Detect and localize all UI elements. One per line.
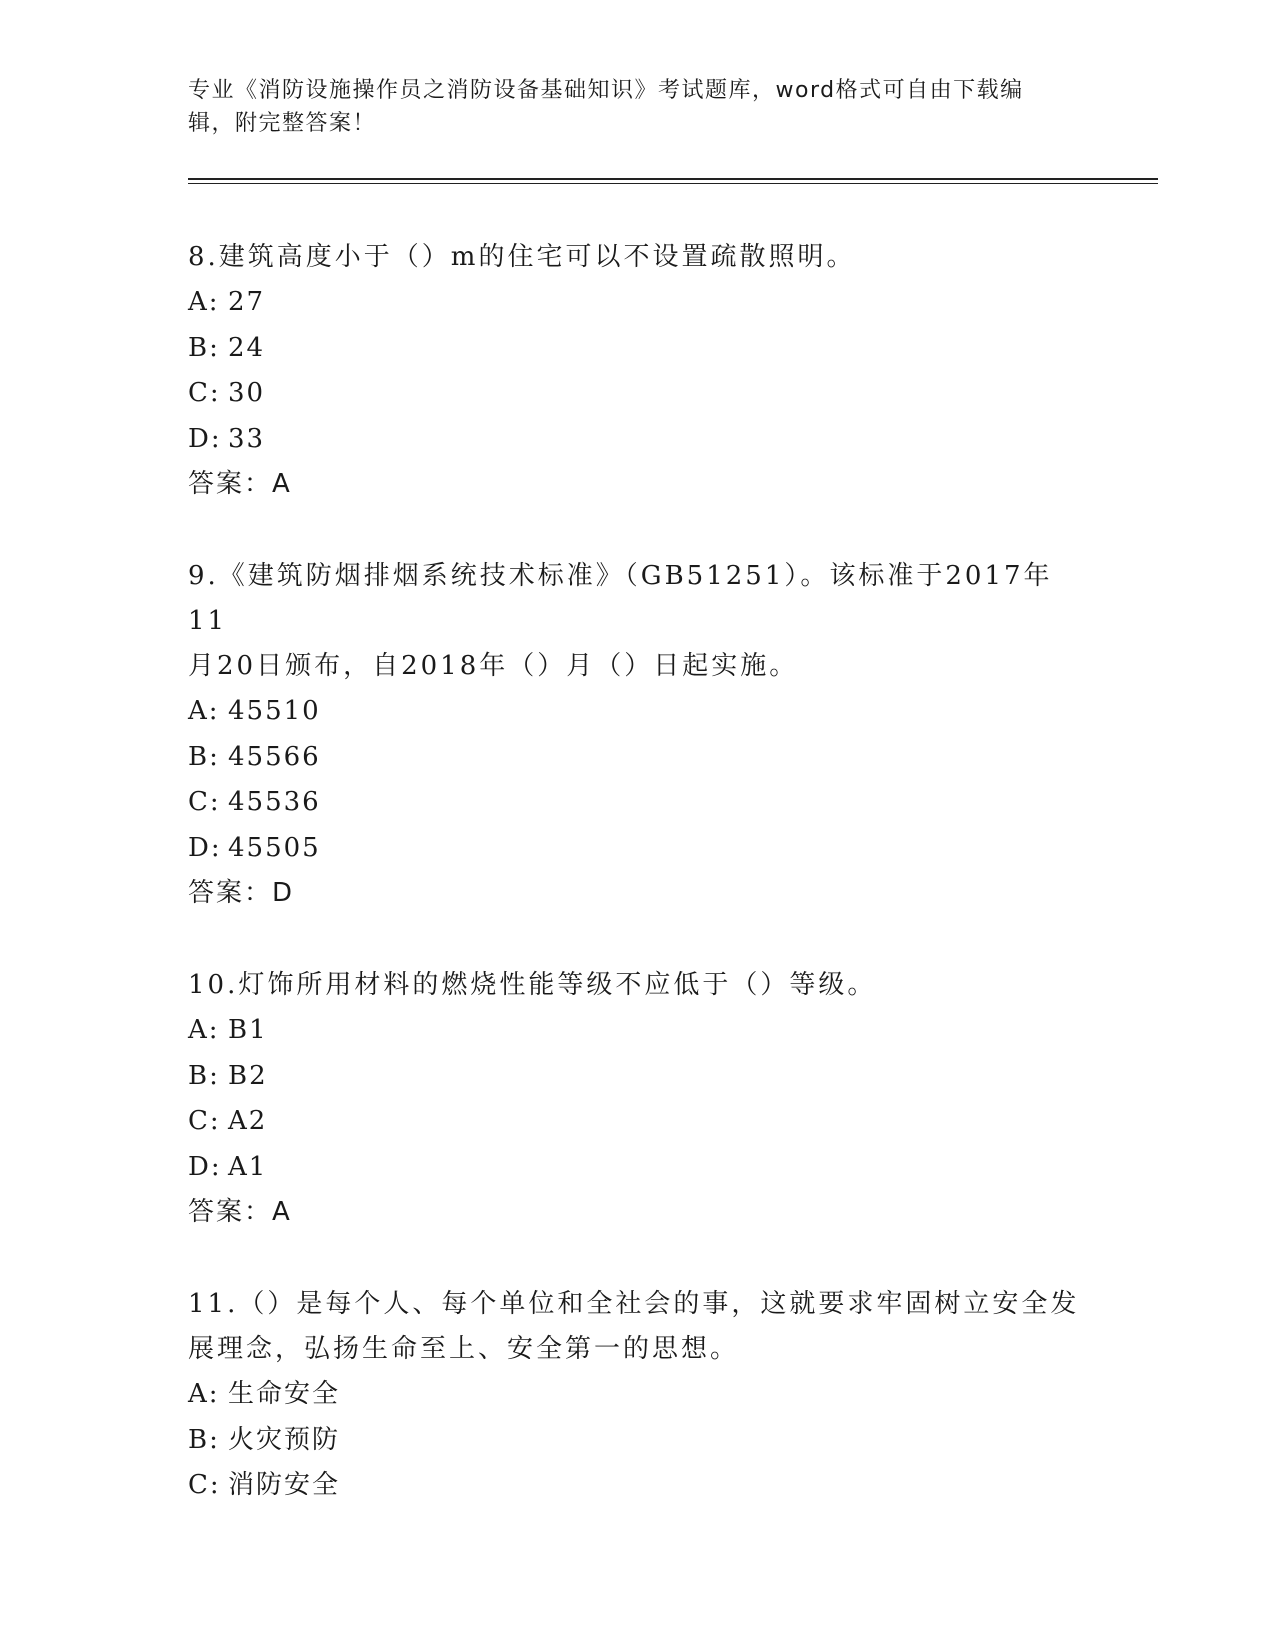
option-value: B2 [228, 1060, 268, 1091]
question-text-line-1: 11.（）是每个人、每个单位和全社会的事，这就要求牢固树立安全发 [188, 1289, 1080, 1319]
answer-text: 答案：A [188, 469, 292, 499]
question-text: 8.建筑高度小于（）m的住宅可以不设置疏散照明。 [188, 242, 856, 272]
question-text-line-2: 月20日颁布，自2018年（）月（）日起实施。 [188, 651, 799, 681]
question-list [188, 235, 1088, 1509]
option-letter: C: [188, 378, 221, 408]
option-c [188, 371, 1088, 417]
option-letter: A: [188, 1379, 220, 1409]
question-text: 10.灯饰所用材料的燃烧性能等级不应低于（）等级。 [188, 970, 877, 1000]
option-letter: A: [188, 696, 220, 726]
header-line-2: 辑，附完整答案！ [188, 111, 377, 136]
option-value: 33 [228, 423, 266, 454]
spacer [188, 1235, 1088, 1282]
question-11 [188, 1282, 1088, 1509]
option-value: 45510 [228, 696, 321, 726]
option-c [188, 1463, 1088, 1509]
header-divider-thick [188, 178, 1158, 180]
option-value: 消防安全 [228, 1470, 341, 1500]
option-letter: A: [188, 1015, 220, 1045]
document-header [188, 74, 1088, 140]
option-letter: B: [188, 741, 220, 772]
option-value: A1 [228, 1151, 268, 1182]
header-line-1: 专业《消防设施操作员之消防设备基础知识》考试题库，word格式可自由下载编 [188, 78, 1024, 103]
option-a [188, 1372, 1088, 1418]
option-a [188, 280, 1088, 326]
option-value: 45566 [228, 741, 321, 772]
option-b [188, 1418, 1088, 1464]
option-letter: D: [188, 832, 222, 863]
option-value: 45536 [228, 787, 321, 817]
question-text-line-1: 9.《建筑防烟排烟系统技术标准》（GB51251）。该标准于2017年11 [188, 561, 1053, 636]
option-letter: A: [188, 287, 220, 317]
option-value: 生命安全 [228, 1379, 341, 1409]
option-value: 火灾预防 [228, 1424, 341, 1455]
option-value: A2 [228, 1106, 268, 1136]
header-divider-thin [188, 183, 1158, 184]
option-letter: C: [188, 1106, 221, 1136]
option-letter: B: [188, 332, 220, 363]
option-letter: B: [188, 1060, 220, 1091]
option-letter: C: [188, 1470, 221, 1500]
option-value: 30 [228, 378, 266, 408]
option-value: B1 [228, 1015, 268, 1045]
option-value: 24 [228, 332, 266, 363]
answer-text: 答案：D [188, 878, 295, 908]
option-c [188, 780, 1088, 826]
option-value: 27 [228, 287, 266, 317]
question-10 [188, 963, 1088, 1235]
option-d [188, 1145, 1088, 1191]
option-d [188, 417, 1088, 463]
option-a [188, 689, 1088, 735]
spacer [188, 916, 1088, 963]
option-letter: C: [188, 787, 221, 817]
spacer [188, 507, 1088, 554]
option-letter: D: [188, 1151, 222, 1182]
option-letter: D: [188, 423, 222, 454]
question-8 [188, 235, 1088, 507]
option-d [188, 826, 1088, 872]
option-c [188, 1099, 1088, 1145]
question-text-line-2: 展理念，弘扬生命至上、安全第一的思想。 [188, 1334, 740, 1364]
option-b [188, 326, 1088, 372]
answer-text: 答案：A [188, 1197, 292, 1227]
option-b [188, 1054, 1088, 1100]
option-b [188, 735, 1088, 781]
option-letter: B: [188, 1424, 220, 1455]
question-9 [188, 554, 1088, 916]
option-value: 45505 [228, 832, 321, 863]
option-a [188, 1008, 1088, 1054]
